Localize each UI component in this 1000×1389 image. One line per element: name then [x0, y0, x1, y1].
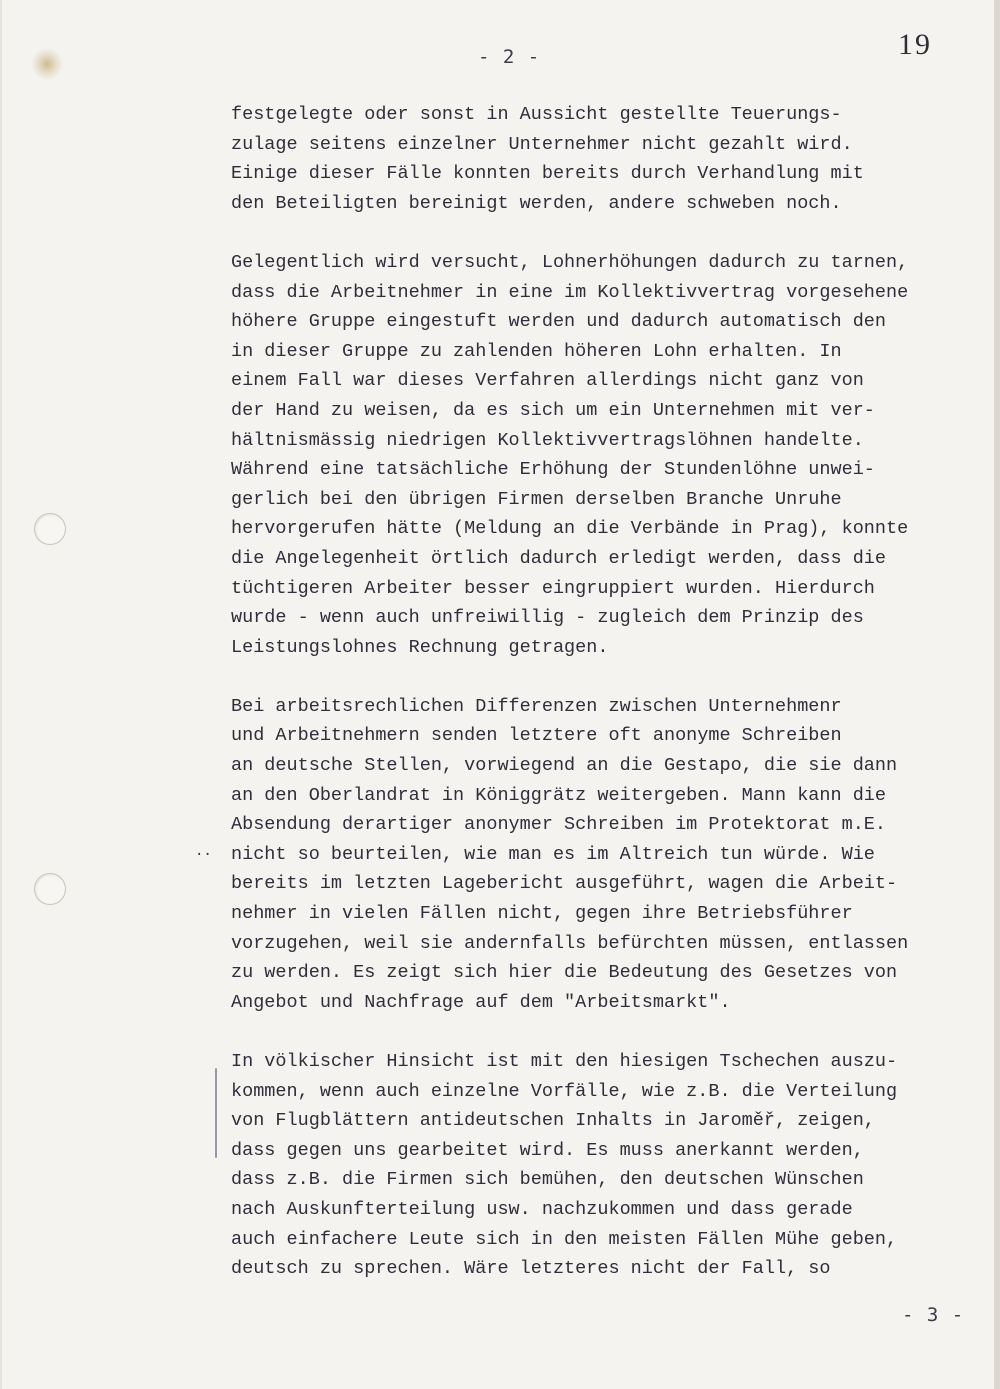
page-number: - 2 -: [478, 46, 541, 68]
text-line: festgelegte oder sonst in Aussicht gestellte Teuerungs-: [231, 104, 842, 125]
text-line: zu werden. Es zeigt sich hier die Bedeutung des Gesetzes von: [231, 962, 898, 984]
text-line: Während eine tatsächliche Erhöhung der Stundenlöhne unwei-: [231, 459, 875, 481]
margin-mark: ..: [195, 843, 212, 859]
text-line: wurde - wenn auch unfreiwillig - zugleich dem Prinzip des: [231, 607, 864, 629]
text-line: tüchtigeren Arbeiter besser eingruppiert wurden. Hierdurch: [231, 577, 875, 599]
folio-number: 19: [898, 28, 932, 61]
paragraph-4: [231, 1047, 976, 1284]
paragraph-gap: [231, 1017, 976, 1047]
text-line: auch einfachere Leute sich in den meisten Fällen Mühe geben,: [231, 1228, 898, 1250]
text-line: deutsch zu sprechen. Wäre letzteres nicht der Fall, so: [231, 1258, 831, 1280]
text-line: in dieser Gruppe zu zahlenden höheren Lohn erhalten. In: [231, 340, 842, 362]
text-line: Absendung derartiger anonymer Schreiben im Protektorat m.E.: [231, 814, 887, 836]
paragraph-3: [231, 692, 976, 1018]
continuation-page-number: - 3 -: [902, 1304, 965, 1326]
document-body: [231, 100, 976, 1284]
text-line: Einige dieser Fälle konnten bereits durch Verhandlung mit: [231, 163, 864, 185]
text-line: Angebot und Nachfrage auf dem "Arbeitsmarkt".: [231, 991, 731, 1013]
text-line: hervorgerufen hätte (Meldung an die Verbände in Prag), konnte: [231, 518, 909, 540]
text-line: dass gegen uns gearbeitet wird. Es muss anerkannt werden,: [231, 1139, 864, 1161]
text-line: nach Auskunfterteilung usw. nachzukommen und dass gerade: [231, 1198, 853, 1220]
text-line: Bei arbeitsrechlichen Differenzen zwischen Unternehmenr: [231, 695, 842, 717]
text-line: kommen, wenn auch einzelne Vorfälle, wie z.B. die Verteilung: [231, 1080, 898, 1102]
text-line: der Hand zu weisen, da es sich um ein Unternehmen mit ver-: [231, 399, 875, 421]
text-line: Leistungslohnes Rechnung getragen.: [231, 636, 609, 658]
paper-stain: [32, 48, 62, 80]
text-line: an deutsche Stellen, vorwiegend an die Gestapo, die sie dann: [231, 755, 898, 777]
margin-pencil-line: [215, 1068, 217, 1158]
text-line: gerlich bei den übrigen Firmen derselben Branche Unruhe: [231, 488, 842, 510]
paragraph-gap: [231, 218, 976, 248]
paragraph-2: [231, 248, 976, 662]
text-line: einem Fall war dieses Verfahren allerdings nicht ganz von: [231, 370, 864, 392]
paragraph-1: [231, 100, 976, 218]
text-line: vorzugehen, weil sie andernfalls befürchten müssen, entlassen: [231, 932, 909, 954]
paragraph-gap: [231, 662, 976, 692]
text-line: Gelegentlich wird versucht, Lohnerhöhungen dadurch zu tarnen,: [231, 251, 909, 273]
text-line: nicht so beurteilen, wie man es im Altreich tun würde. Wie: [231, 843, 875, 865]
text-line: höhere Gruppe eingestuft werden und dadurch automatisch den: [231, 311, 887, 333]
text-line: dass die Arbeitnehmer in eine im Kollektivvertrag vorgesehene: [231, 281, 909, 303]
punch-hole-upper: [34, 513, 66, 545]
text-line: nehmer in vielen Fällen nicht, gegen ihre Betriebsführer: [231, 903, 853, 925]
punch-hole-lower: [34, 873, 66, 905]
text-line: die Angelegenheit örtlich dadurch erledigt werden, dass die: [231, 547, 887, 569]
text-line: und Arbeitnehmern senden letztere oft anonyme Schreiben: [231, 725, 842, 747]
text-line: von Flugblättern antideutschen Inhalts in Jaroměř, zeigen,: [231, 1110, 875, 1132]
text-line: dass z.B. die Firmen sich bemühen, den deutschen Wünschen: [231, 1169, 864, 1191]
text-line: bereits im letzten Lagebericht ausgeführt, wagen die Arbeit-: [231, 873, 898, 895]
text-line: zulage seitens einzelner Unternehmer nicht gezahlt wird.: [231, 133, 853, 155]
text-line: In völkischer Hinsicht ist mit den hiesigen Tschechen auszu-: [231, 1051, 898, 1072]
text-line: hältnismässig niedrigen Kollektivvertragslöhnen handelte.: [231, 429, 864, 451]
text-line: den Beteiligten bereinigt werden, andere schweben noch.: [231, 192, 842, 214]
text-line: an den Oberlandrat in Königgrätz weitergeben. Mann kann die: [231, 784, 887, 806]
